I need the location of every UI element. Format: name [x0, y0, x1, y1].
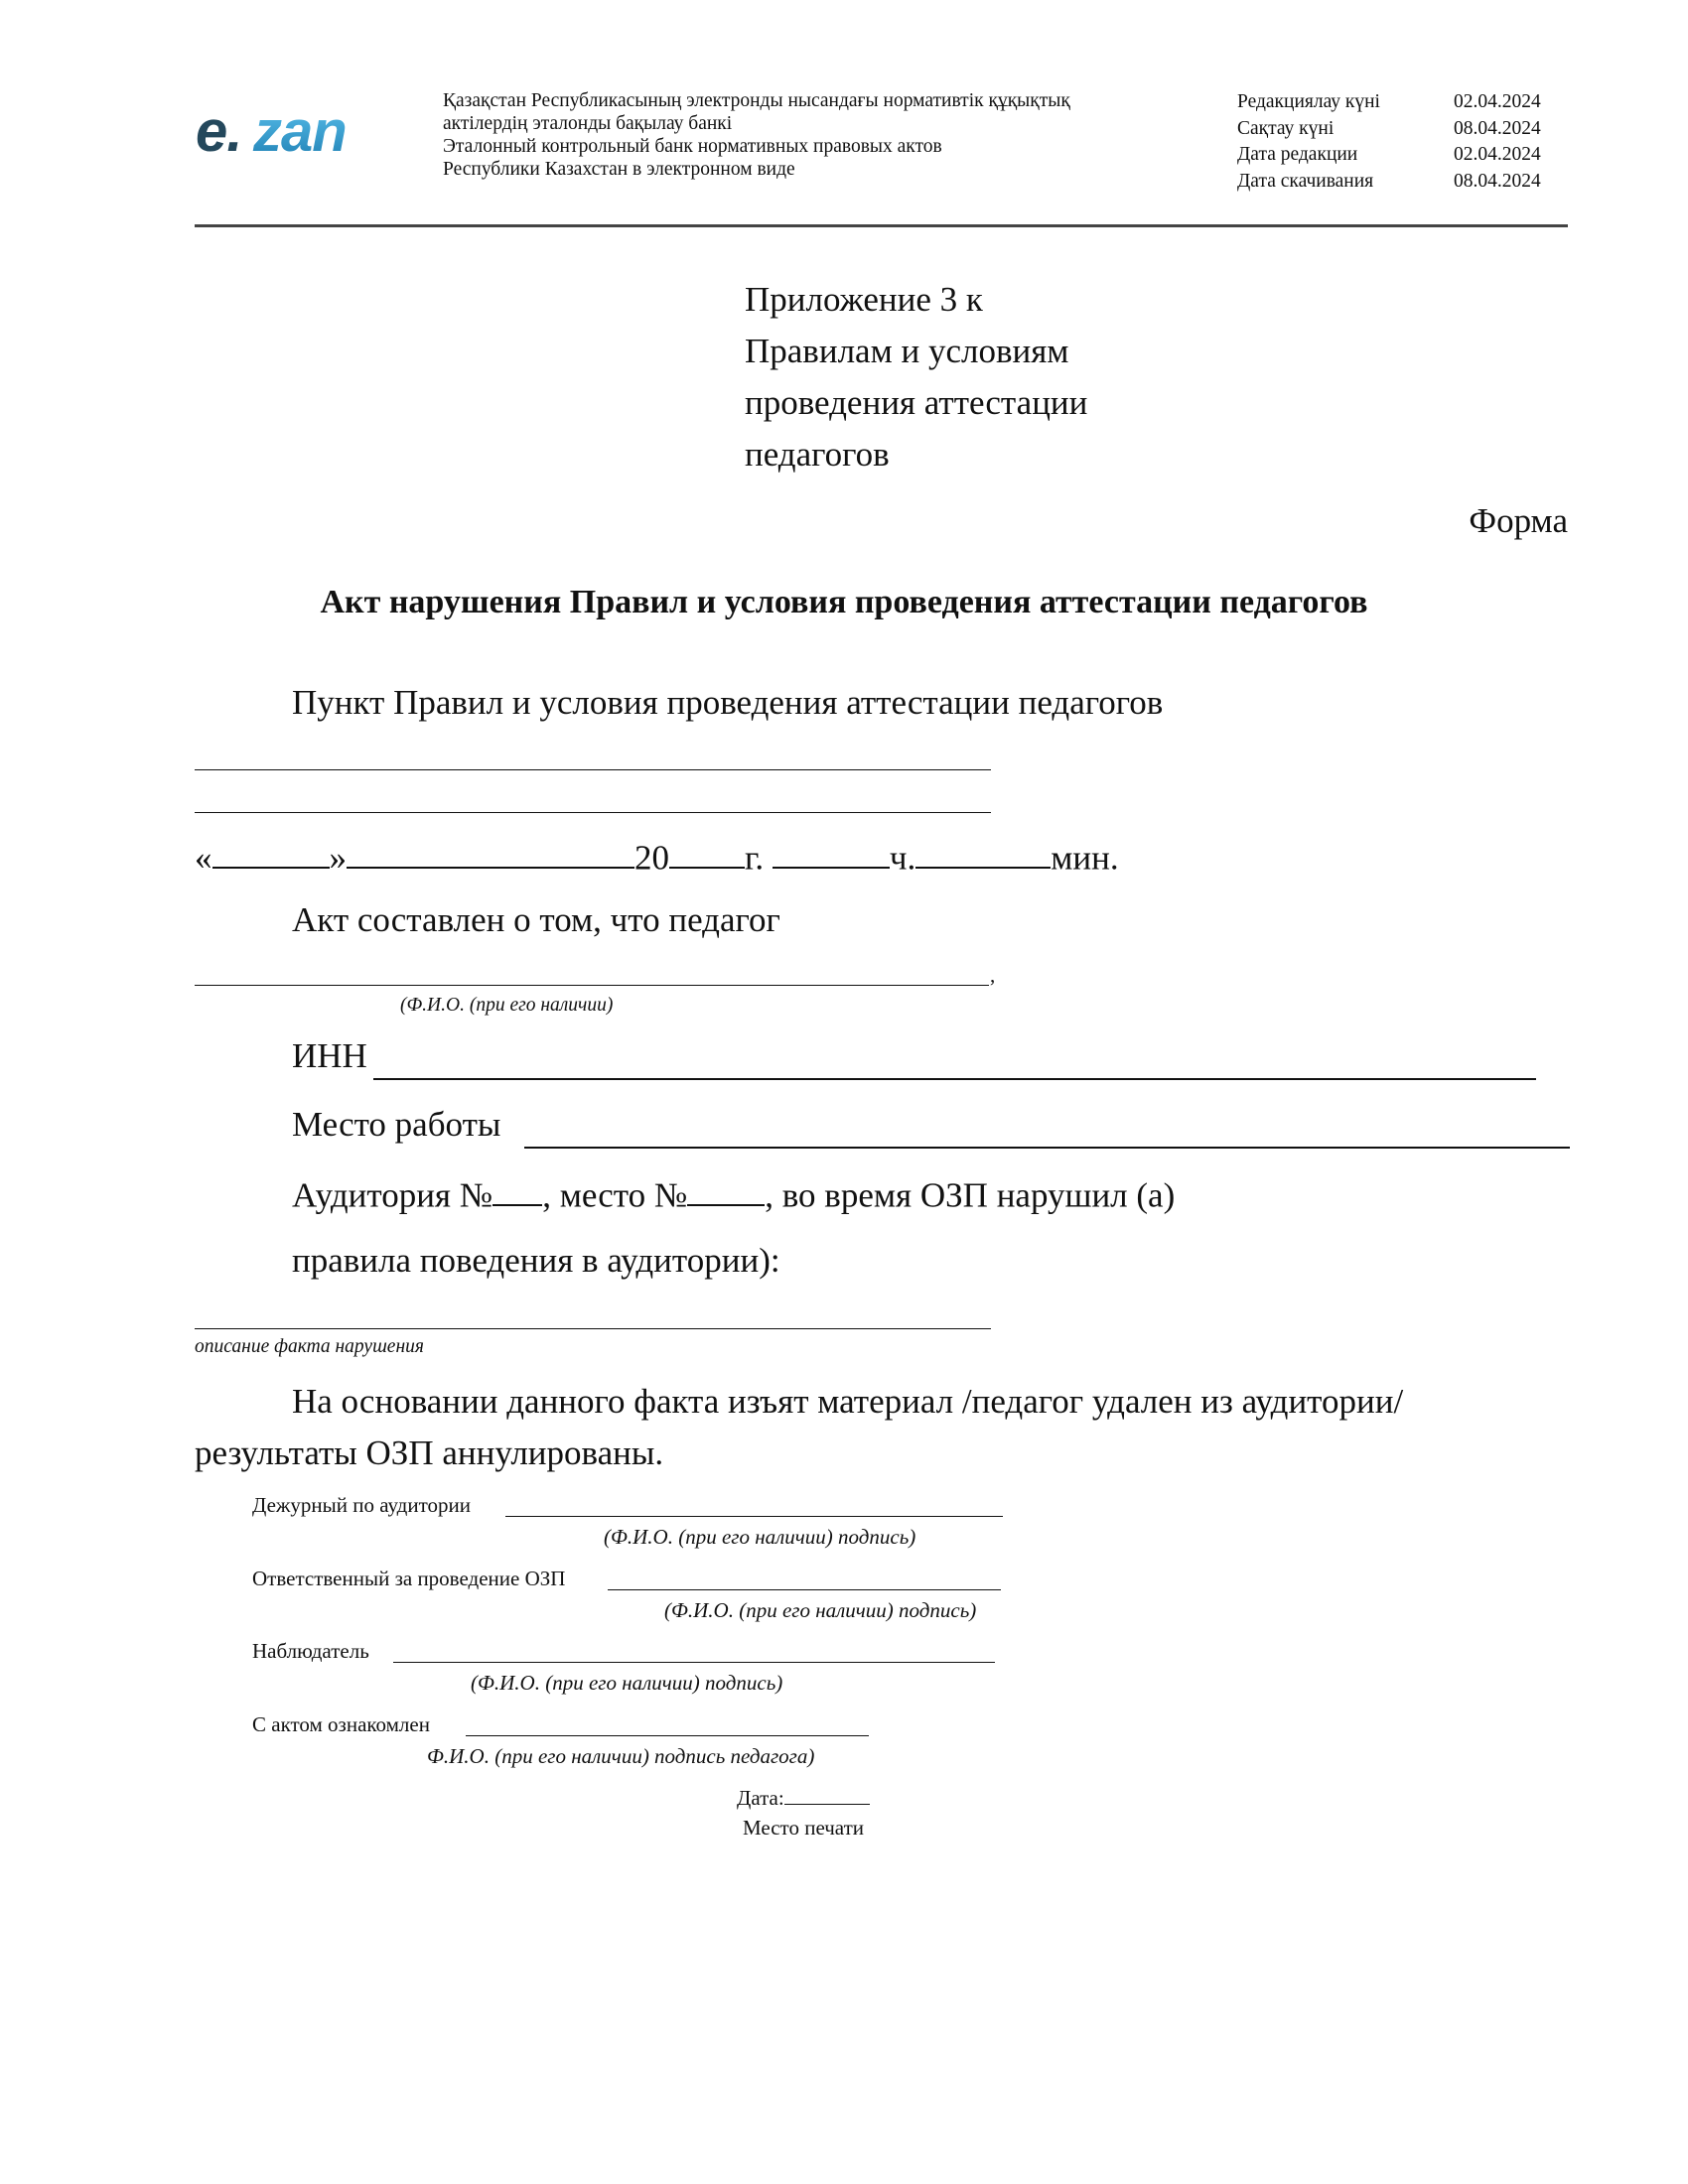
- clause-blank-line-1[interactable]: [195, 769, 991, 770]
- org-line: Республики Казахстан в электронном виде: [443, 159, 795, 180]
- signature-caption-acknowledged: Ф.И.О. (при его наличии) подпись педагога): [427, 1744, 815, 1768]
- teacher-name-line[interactable]: [195, 985, 989, 986]
- minute-suffix: мин.: [1051, 838, 1119, 878]
- clause-blank-line-2[interactable]: [195, 812, 991, 813]
- meta-value: 02.04.2024: [1454, 144, 1541, 165]
- org-line: Қазақстан Республикасының электронды нысандағы нормативтік құқықтық: [443, 90, 1070, 111]
- appendix-line: Правилам и условиям: [745, 332, 1069, 370]
- date-label: [737, 1785, 870, 1811]
- signature-line-observer[interactable]: [393, 1662, 995, 1663]
- header-meta-values: [1454, 89, 1541, 195]
- signature-label-observer: Наблюдатель: [252, 1639, 369, 1663]
- date-blank[interactable]: [784, 1785, 870, 1805]
- seat-number-blank[interactable]: [687, 1171, 765, 1206]
- seat-label: , место №: [542, 1175, 688, 1215]
- clause-text: Пункт Правил и условия проведения аттестации педагогов: [292, 683, 1164, 722]
- signature-caption-duty: (Ф.И.О. (при его наличии) подпись): [604, 1525, 916, 1549]
- document-title: Акт нарушения Правил и условия проведения аттестации педагогов: [320, 584, 1368, 620]
- header-meta-labels: [1237, 89, 1380, 195]
- meta-value: 08.04.2024: [1454, 117, 1541, 139]
- violation-caption: описание факта нарушения: [195, 1336, 424, 1357]
- auditorium-label: Аудитория №: [292, 1175, 493, 1215]
- date-label-text: Дата:: [737, 1785, 784, 1810]
- violation-intro: , во время ОЗП нарушил (а): [765, 1175, 1176, 1215]
- year-suffix: г.: [745, 838, 765, 878]
- signature-line-duty[interactable]: [505, 1516, 1003, 1517]
- workplace-label: Место работы: [292, 1105, 501, 1144]
- svg-text:e.: e.: [196, 99, 242, 164]
- ezan-logo: [194, 97, 392, 167]
- signature-line-responsible[interactable]: [608, 1589, 1001, 1590]
- inn-label: ИНН: [292, 1036, 367, 1075]
- workplace-input-line[interactable]: [524, 1147, 1570, 1149]
- signature-label-responsible: Ответственный за проведение ОЗП: [252, 1567, 566, 1590]
- inn-input-line[interactable]: [373, 1078, 1536, 1080]
- hour-blank[interactable]: [773, 834, 890, 869]
- meta-value: 02.04.2024: [1454, 91, 1541, 112]
- date-line: [195, 834, 1119, 878]
- meta-label: Сақтау күні: [1237, 117, 1335, 139]
- meta-label: Дата редакции: [1237, 144, 1358, 165]
- meta-label: Дата скачивания: [1237, 170, 1374, 192]
- act-text: Акт составлен о том, что педагог: [292, 900, 780, 939]
- header-divider: [195, 224, 1568, 227]
- appendix-line: Приложение 3 к: [745, 280, 983, 319]
- date-open-quote: «: [195, 838, 212, 878]
- meta-label: Редакциялау күні: [1237, 91, 1380, 112]
- day-blank[interactable]: [212, 834, 330, 869]
- appendix-reference: [745, 274, 1087, 480]
- header-organization: [443, 89, 1070, 181]
- year-prefix: 20: [634, 838, 669, 878]
- signature-label-acknowledged: С актом ознакомлен: [252, 1712, 430, 1736]
- comma: ,: [990, 963, 996, 987]
- date-close-quote: »: [329, 838, 347, 878]
- auditorium-number-blank[interactable]: [492, 1171, 542, 1206]
- org-line: актілердің эталонды бақылау банкі: [443, 113, 733, 134]
- rules-text: правила поведения в аудитории):: [292, 1241, 780, 1280]
- violation-description-line[interactable]: [195, 1328, 991, 1329]
- basis-text-line-1: На основании данного факта изъят материал /педагог удален из аудитории/: [292, 1382, 1404, 1421]
- year-blank[interactable]: [669, 834, 745, 869]
- logo-text: zan: [253, 99, 347, 164]
- hour-suffix: ч.: [889, 838, 916, 878]
- stamp-place: Место печати: [743, 1816, 865, 1840]
- signature-caption-observer: (Ф.И.О. (при его наличии) подпись): [471, 1671, 783, 1695]
- appendix-line: проведения аттестации: [745, 383, 1088, 422]
- signature-label-duty: Дежурный по аудитории: [252, 1493, 471, 1517]
- fio-caption: (Ф.И.О. (при его наличии): [400, 995, 614, 1016]
- signature-line-acknowledged[interactable]: [466, 1735, 869, 1736]
- org-line: Эталонный контрольный банк нормативных правовых актов: [443, 136, 942, 157]
- basis-text-line-2: результаты ОЗП аннулированы.: [195, 1433, 664, 1472]
- signature-caption-responsible: (Ф.И.О. (при его наличии) подпись): [664, 1598, 977, 1622]
- auditorium-line: [292, 1171, 1175, 1215]
- form-label: Форма: [1469, 501, 1568, 540]
- appendix-line: педагогов: [745, 435, 890, 474]
- minute-blank[interactable]: [915, 834, 1051, 869]
- meta-value: 08.04.2024: [1454, 170, 1541, 192]
- month-blank[interactable]: [347, 834, 634, 869]
